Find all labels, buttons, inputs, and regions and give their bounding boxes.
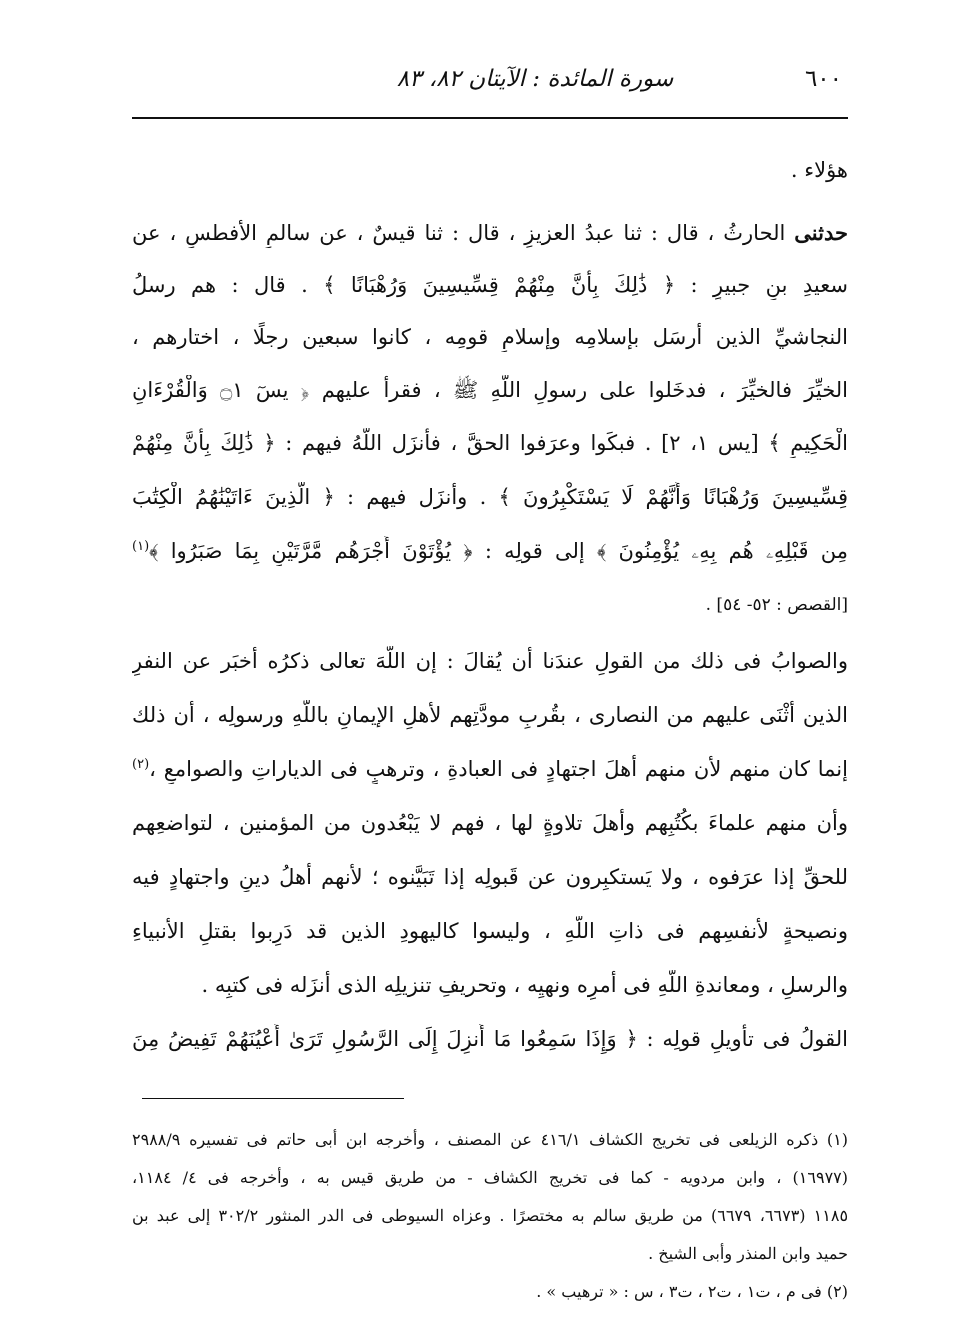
body-line: القولُ فى تأويلِ قولِه : ﴿ وَإِذَا سَمِعُوا مَا أُنزِلَ إِلَى الرَّسُولِ تَرَىٰ أَعْيُنَهُمْ تَفِيضُ مِنَ bbox=[132, 1027, 848, 1051]
header-rule bbox=[132, 117, 848, 119]
body-line: الْحَكِيمِ ﴾ [يس ١، ٢] . فبكَوا وعرَفوا الحقَّ ، فأنزَل اللَّهُ فيهم : ﴿ ذَٰلِكَ بِأَنَّ مِنْهُمْ bbox=[132, 431, 848, 455]
body-line: الخيِّرَ فالخيِّرَ ، فدخَلوا على رسولِ اللَّهِ ﷺ ، فقرأ عليهم ﴿ يسٓ ۝١ وَالْقُرْءَانِ bbox=[132, 378, 848, 402]
body-line bbox=[132, 536, 848, 566]
body-text: إنما كان منهم لأن منهم أهلَ اجتهادٍ فى العبادةِ ، وترهبٍ فى الدياراتِ والصوامعِ ، bbox=[149, 757, 848, 781]
body-line: قِسِّيسِينَ وَرُهْبَانًا وَأَنَّهُمْ لَا يَسْتَكْبِرُونَ ﴾ . وأنزَل فيهم : ﴿ الَّذِينَ ءَاتَيْنَٰهُمُ الْكِتَٰبَ bbox=[132, 485, 848, 509]
body-line: ونصيحةٍ لأنفسِهم فى ذاتِ اللَّهِ ، وليسوا كاليهودِ الذين قد دَرِبوا بقتلِ الأنبياءِ bbox=[132, 919, 848, 943]
footnote-line: حميد وابن المنذر وأبى الشيخ . bbox=[648, 1244, 848, 1263]
footnote-line: (٢) فى م ، ت١ ، ت٢ ، ت٣ ، س : « ترهيب » . bbox=[536, 1282, 848, 1301]
footnote-rule bbox=[142, 1098, 404, 1099]
running-header bbox=[132, 58, 848, 98]
body-line: والصوابُ فى ذلك من القولِ عندَنا أن يُقالَ : إن اللَّهَ تعالى ذكرُه أخبَر عن النفرِ bbox=[132, 649, 848, 673]
hadith-opening: حدثنى bbox=[794, 220, 848, 245]
body-line: الذين أثْنَى عليهم من النصارى ، بقُربِ مودَّتِهم لأهلِ الإيمانِ باللَّهِ ورسولِه ، أن ذلك bbox=[132, 703, 848, 727]
body-line bbox=[132, 754, 848, 784]
body-line: والرسلِ ، ومعاندةِ اللَّهِ فى أمرِه ونهيِه ، وتحريفِ تنزيلِه الذى أنزَله فى كتبِه . bbox=[201, 973, 848, 997]
book-page bbox=[132, 0, 848, 1332]
footnote-line: (١) ذكره الزيلعى فى تخريج الكشاف ٤١٦/١ عن المصنف ، وأخرجه ابن أبى حاتم فى تفسيره ٢٩٨٨/٩ bbox=[132, 1130, 848, 1149]
footnote-marker-2[interactable]: (٢) bbox=[132, 757, 150, 772]
footnote-line: ١١٨٥ (٦٦٧٣، ٦٦٧٩) من طريق سالم به مختصرًا . وعزاه السيوطى فى الدر المنثور ٣٠٢/٢ إلى عبد بن bbox=[132, 1206, 848, 1225]
footnote-line: (١٦٩٧٧) ، وابن مردويه - كما فى تخريج الكشاف - من طريق قيس به ، وأخرجه فى ٤/ ١١٨٤، bbox=[132, 1168, 848, 1187]
page-number: ٦٠٠ bbox=[804, 66, 842, 92]
body-line: سعيدِ بنِ جبيرٍ : ﴿ ذَٰلِكَ بِأَنَّ مِنْهُمْ قِسِّيسِينَ وَرُهْبَانًا ﴾ . قال : هم رسلُ bbox=[132, 273, 848, 297]
body-line: وأن منهم علماءَ بكُتُبِهم وأهلَ تلاوةٍ لها ، فهم لا يَبْعُدون من المؤمنين ، لتواضعِهم bbox=[132, 811, 848, 835]
body-line bbox=[132, 218, 848, 248]
body-line: [القصص : ٥٢- ٥٤] . bbox=[705, 595, 848, 615]
body-line: للحقِّ إذا عرَفوه ، ولا يَستكبِرون عن قَبولِه إذا تَبَيَّنوه ؛ لأنهم أهلُ دينٍ واجتهادٍ فيه bbox=[132, 865, 848, 889]
body-line: النجاشيِّ الذين أرسَل بإسلامِه وإسلامِ قومِه ، كانوا سبعين رجلًا ، اختارهم ، bbox=[132, 325, 848, 349]
footnote-marker-1[interactable]: (١) bbox=[132, 539, 150, 554]
body-line: هؤلاء . bbox=[790, 158, 848, 182]
body-text: مِن قَبْلِهِۦ هُم بِهِۦ يُؤْمِنُونَ ﴾ إلى قولِه : ﴿ يُؤْتَوْنَ أَجْرَهُم مَّرَّتَيْنِ بِمَا صَبَرُوا ﴾ bbox=[149, 539, 848, 563]
body-text: الحارثُ ، قال : ثنا عبدُ العزيزِ ، قال : ثنا قيسٌ ، عن سالمِ الأفطسِ ، عن bbox=[132, 221, 786, 245]
surah-title: سورة المائدة : الآيتان ٨٢، ٨٣ bbox=[396, 66, 674, 92]
